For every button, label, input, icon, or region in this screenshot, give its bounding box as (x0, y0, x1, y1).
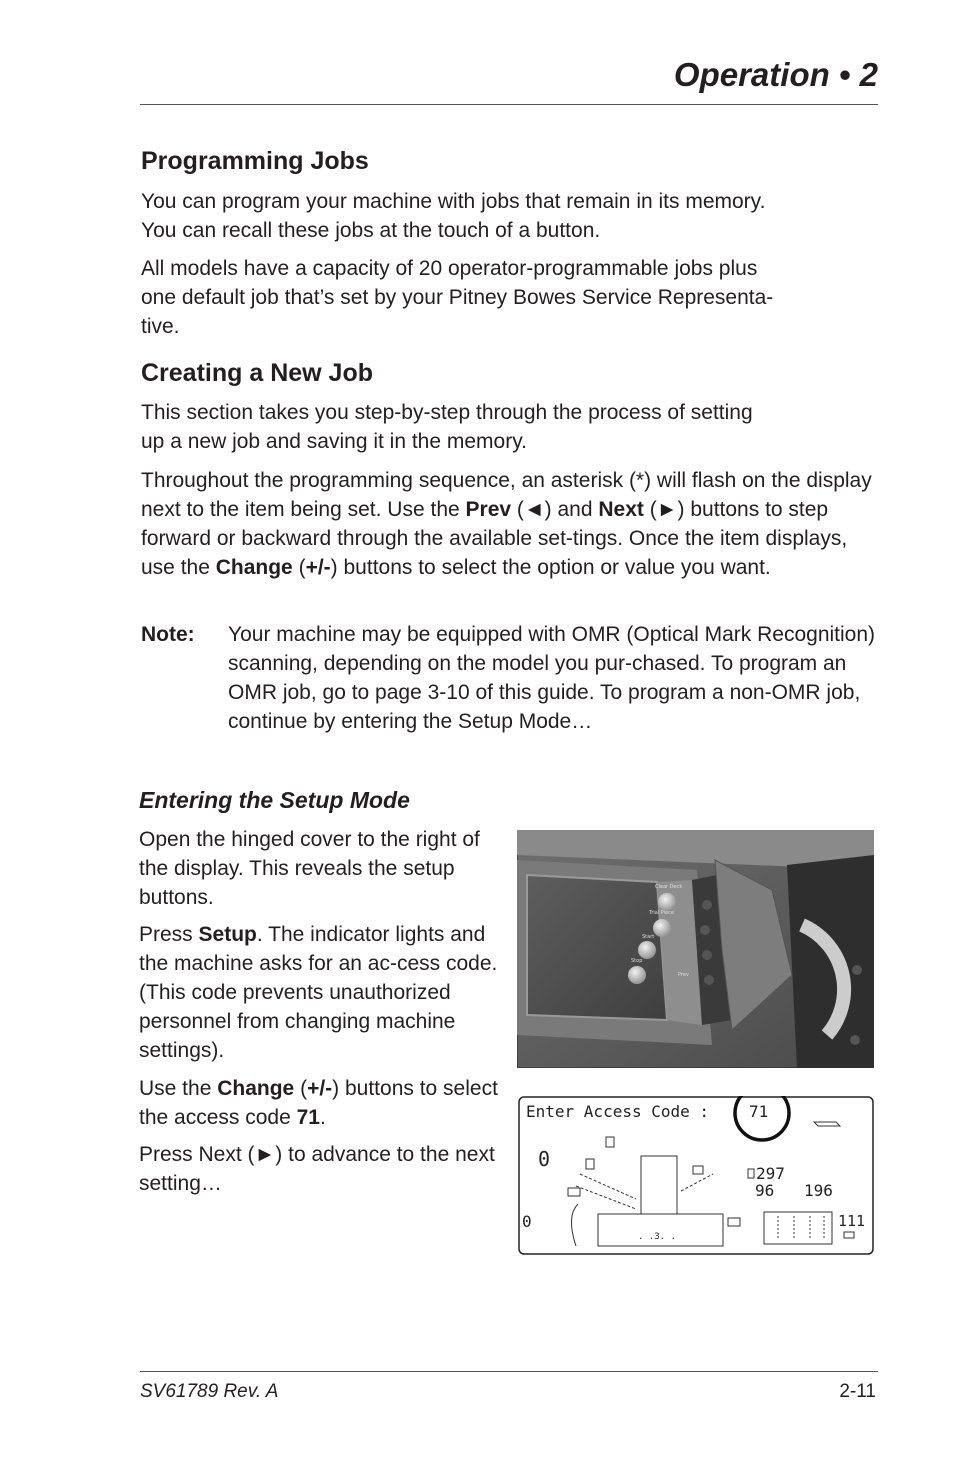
photo-label-stop: Stop (631, 958, 643, 964)
heading-programming-jobs: Programming Jobs (141, 147, 369, 175)
page-header-title: Operation • 2 (673, 56, 878, 93)
header-rule (140, 104, 878, 105)
lcd-counter-bottom: 0 (522, 1212, 532, 1231)
paragraph-programming-1: You can program your machine with jobs that remain in its memory. You can recall these jobs at the touch of a button. (141, 190, 766, 242)
stop-button[interactable] (628, 966, 646, 984)
paragraph-programming-2: All models have a capacity of 20 operator-programmable jobs plus one default job that’s set by your Pitney Bowes Service Representa- tive. (141, 257, 774, 338)
paragraph-creating-2: Throughout the programming sequence, an asterisk (*) will flash on the display next to the item being set. Use the Prev (◄) and Next (►) buttons to step forward or backward through the available set-tings. Once the item displays, use the Change (+/-) buttons to select the option or value you want. (141, 469, 872, 579)
paragraph-setup-2: Press Setup. The indicator lights and the machine asks for an ac-cess code. (This code prevents unauthorized personnel from changing machine settings). (139, 923, 498, 1062)
lcd-counter-top: 0 (538, 1147, 551, 1171)
lcd-count-b: 96 (755, 1181, 775, 1200)
paragraph-setup-4: Press Next (►) to advance to the next setting… (139, 1143, 495, 1195)
clear-deck-button[interactable] (658, 893, 676, 911)
photo-label-trial-piece: Trial Piece (649, 910, 675, 916)
photo-label-prev: Prev (678, 972, 689, 978)
paragraph-creating-1: This section takes you step-by-step through the process of setting up a new job and saving it in the memory. (141, 401, 753, 453)
footer-page-number: 2-11 (839, 1381, 876, 1402)
paragraph-setup-1: Open the hinged cover to the right of the display. This reveals the setup buttons. (139, 828, 480, 909)
lcd-prompt: Enter Access Code : (526, 1102, 710, 1121)
start-button[interactable] (638, 941, 656, 959)
trial-piece-button[interactable] (653, 919, 671, 937)
note-label: Note: (141, 623, 195, 646)
paragraph-setup-3: Use the Change (+/-) buttons to select the access code 71. (139, 1077, 498, 1129)
lcd-count-c: 196 (804, 1181, 833, 1200)
lcd-count-a: 297 (756, 1164, 785, 1183)
heading-creating-new-job: Creating a New Job (141, 359, 373, 387)
lcd-count-d: 111 (838, 1212, 866, 1230)
machine-panel-photo (517, 830, 874, 1068)
lcd-tray-label: . .3. . (638, 1232, 676, 1242)
photo-label-start: Start (642, 934, 655, 940)
note-text: Your machine may be equipped with OMR (Optical Mark Recognition) scanning, depending on the model you pur-chased. To program an OMR job, go to page 3-10 of this guide. To program a non-OMR job, continue by entering the Setup Mode… (228, 623, 876, 733)
lcd-access-code: 71 (749, 1102, 769, 1121)
photo-label-clear-deck: Clear Deck (655, 884, 683, 890)
heading-entering-setup-mode: Entering the Setup Mode (139, 787, 410, 813)
footer-document-id: SV61789 Rev. A (140, 1381, 279, 1402)
lcd-display (518, 1096, 874, 1255)
footer-rule (140, 1371, 878, 1372)
